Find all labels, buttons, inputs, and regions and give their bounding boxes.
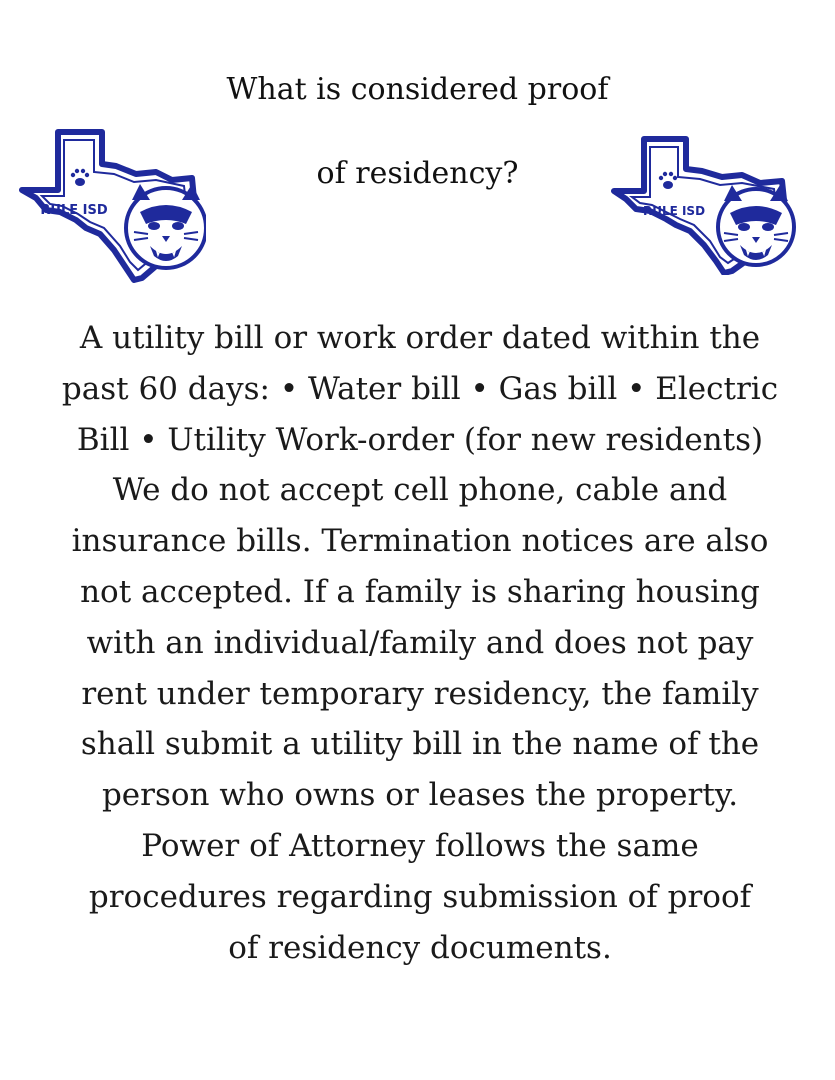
residency-info-text bbox=[40, 313, 800, 973]
text-line: not accepted. If a family is sharing housing bbox=[80, 573, 760, 610]
title-line-2: of residency? bbox=[316, 156, 519, 191]
text-line: of residency documents. bbox=[228, 929, 612, 966]
text-line: A utility bill or work order dated within the bbox=[79, 320, 761, 356]
texas-wildcat-logo-icon bbox=[610, 135, 800, 275]
text-line: Power of Attorney follows the same bbox=[141, 827, 699, 864]
text-line: rent under temporary residency, the family bbox=[81, 675, 759, 712]
text-line: person who owns or leases the property. bbox=[101, 777, 739, 814]
text-line: Bill • Utility Work-order (for new residents) bbox=[76, 421, 764, 458]
text-line: past 60 days: • Water bill • Gas bill • Electric bbox=[61, 370, 779, 407]
logo-text: RULE ISD bbox=[40, 203, 108, 218]
texas-wildcat-logo-icon bbox=[16, 128, 206, 283]
logo-text: RULE ISD bbox=[642, 204, 706, 218]
text-line: shall submit a utility bill in the name of the bbox=[80, 726, 760, 763]
title-line-1: What is considered proof bbox=[226, 72, 609, 107]
text-line: We do not accept cell phone, cable and bbox=[112, 472, 728, 509]
text-line: insurance bills. Termination notices are also bbox=[71, 523, 769, 560]
text-line: procedures regarding submission of proof bbox=[88, 878, 752, 915]
text-line: with an individual/family and does not pay bbox=[86, 624, 754, 661]
